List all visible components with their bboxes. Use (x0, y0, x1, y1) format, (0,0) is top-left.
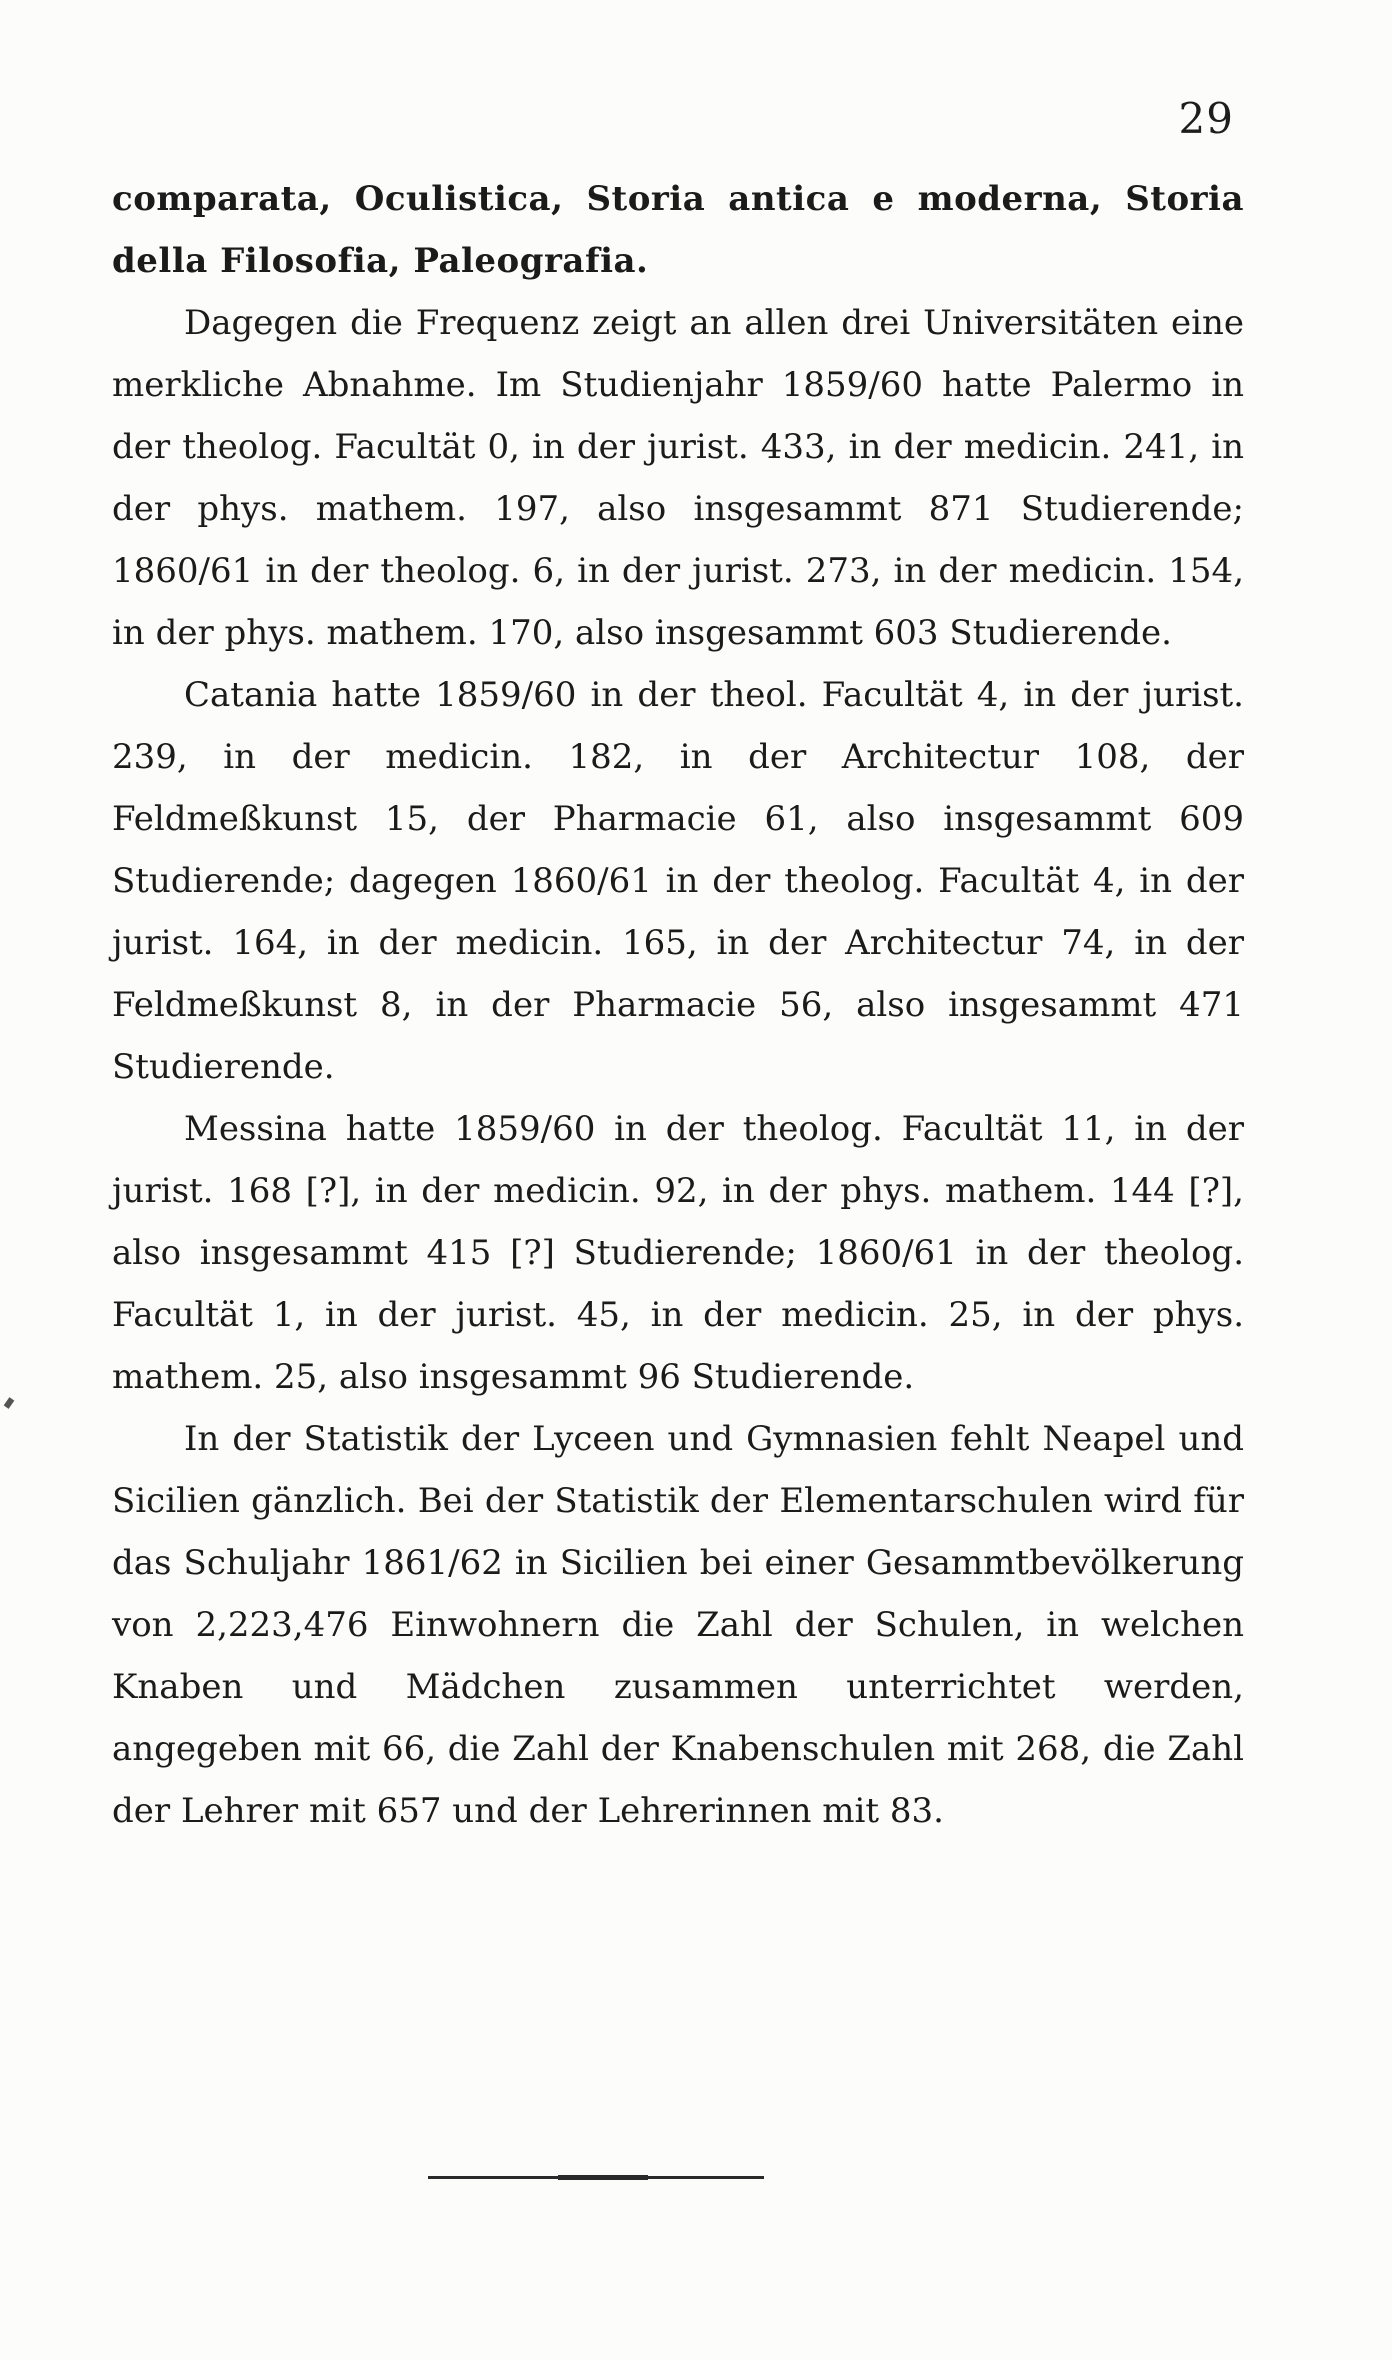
paragraph-schools: In der Statistik der Lyceen und Gymnasien fehlt Neapel und Sicilien gänzlich. Bei der Statistik der Elementarschulen wird für das Schuljahr 1861/62 in Sicilien bei einer Gesammtbevölkerung von 2,223,476 Einwohnern die Zahl der Schulen, in welchen Knaben und Mädchen zusammen unterrichtet werden, angegeben mit 66, die Zahl der Knabenschulen mit 268, die Zahl der Lehrer mit 657 und der Lehrerinnen mit 83. (112, 1419, 1244, 1831)
section-divider (428, 2176, 764, 2179)
page-number: 29 (1178, 94, 1234, 143)
margin-mark (4, 1397, 15, 1409)
body-text (112, 168, 1244, 1842)
paragraph-catania: Catania hatte 1859/60 in der theol. Facultät 4, in der jurist. 239, in der medicin. 182, in der Architectur 108, der Feldmeßkunst 15, der Pharmacie 61, also insgesammt 609 Studierende; dagegen 1860/61 in der theolog. Facultät 4, in der jurist. 164, in der medicin. 165, in der Architectur 74, in der Feldmeßkunst 8, in der Pharmacie 56, also insgesammt 471 Studierende. (112, 675, 1244, 1087)
paragraph-palermo: Dagegen die Frequenz zeigt an allen drei Universitäten eine merkliche Abnahme. Im Studienjahr 1859/60 hatte Palermo in der theolog. Facultät 0, in der jurist. 433, in der medicin. 241, in der phys. mathem. 197, also insgesammt 871 Studierende; 1860/61 in der theolog. 6, in der jurist. 273, in der medicin. 154, in der phys. mathem. 170, also insgesammt 603 Studierende. (112, 303, 1244, 653)
paragraph-messina: Messina hatte 1859/60 in der theolog. Facultät 11, in der jurist. 168 [?], in der medicin. 92, in der phys. mathem. 144 [?], also insgesammt 415 [?] Studierende; 1860/61 in der theolog. Facultät 1, in der jurist. 45, in der medicin. 25, in der phys. mathem. 25, also insgesammt 96 Studierende. (112, 1109, 1244, 1397)
paragraph-latin-subjects: comparata, Oculistica, Storia antica e moderna, Storia della Filosofia, Paleografia. (112, 179, 1244, 281)
